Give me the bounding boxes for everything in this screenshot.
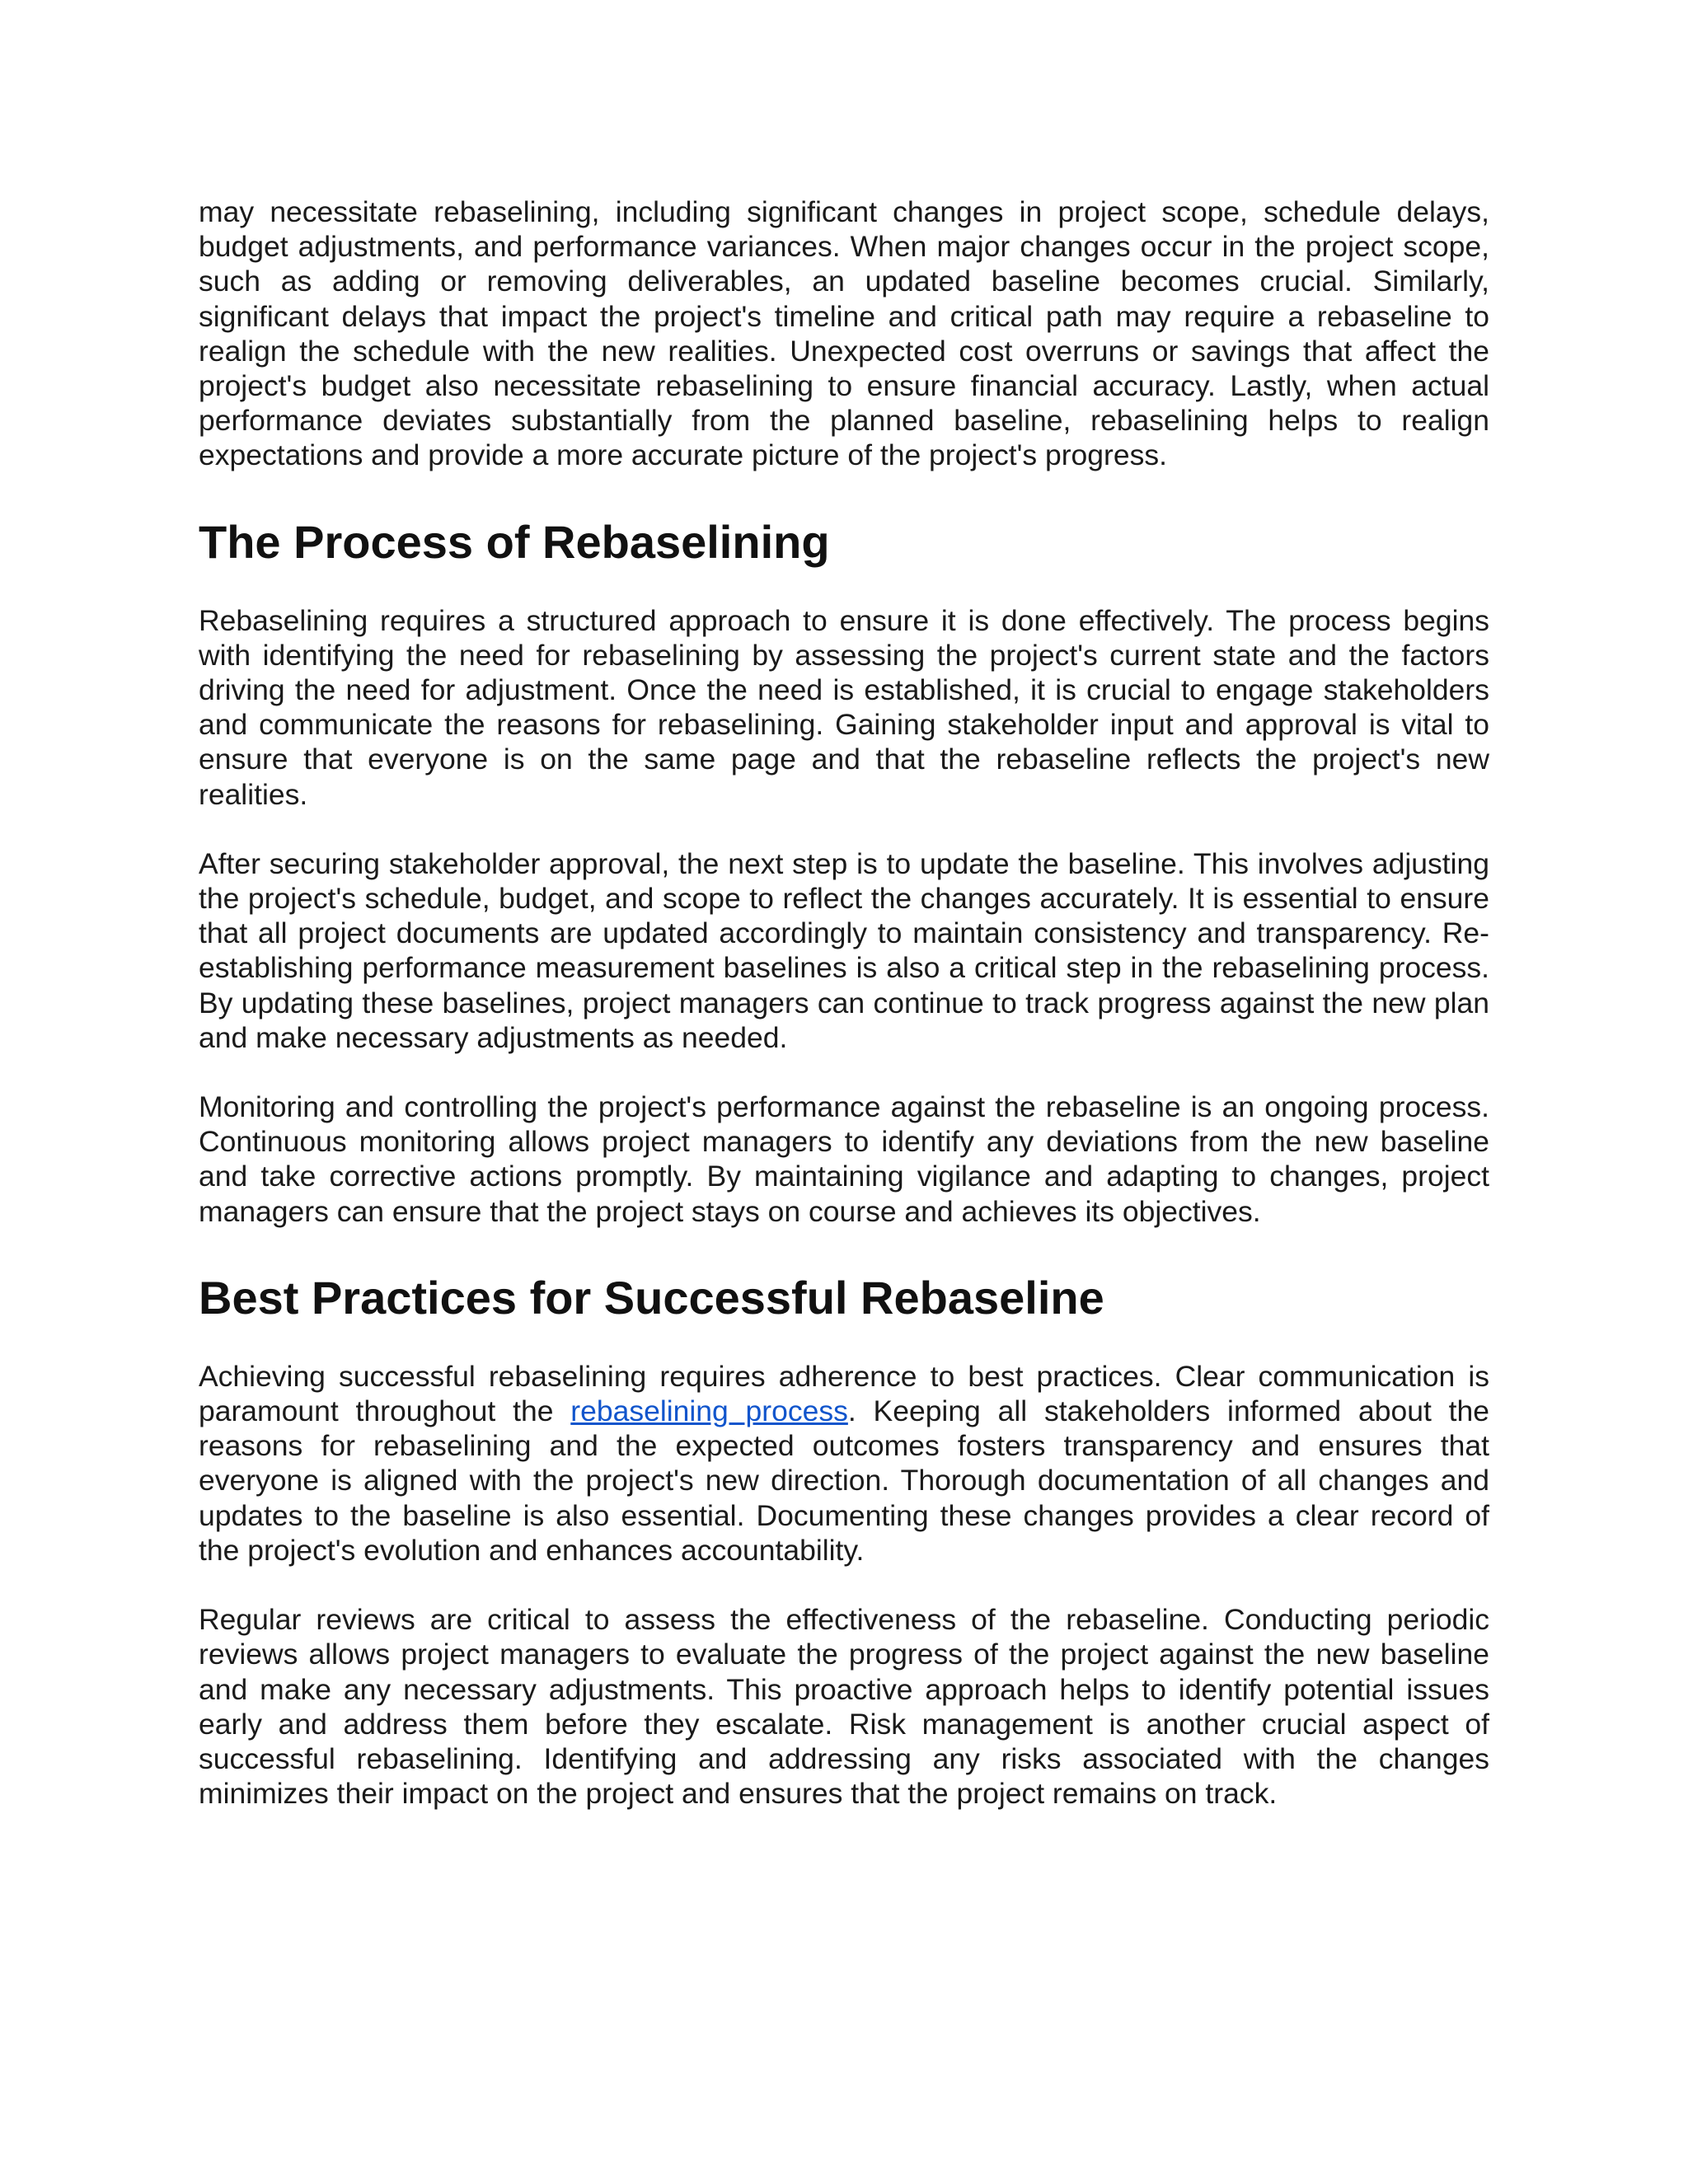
best-practices-text-before-link: Achieving successful rebaselining requires adherence to best practices. Clear communication is paramount throughout the xyxy=(199,1359,1489,1428)
process-paragraph-1: Rebaselining requires a structured approach to ensure it is done effectively. The process begins with identifying the need for rebaselining by assessing the project's current state and the factors driving the need for adjustment. Once the need is established, it is crucial to engage stakeholders and communicate the reasons for rebaselining. Gaining stakeholder input and approval is vital to ensure that everyone is on the same page and that the rebaseline reflects the project's new realities. xyxy=(199,603,1489,811)
best-practices-paragraph-2: Regular reviews are critical to assess the effectiveness of the rebaseline. Conducting periodic reviews allows project managers to evaluate the progress of the project against the new baseline and make any necessary adjustments. This proactive approach helps to identify potential issues early and address them before they escalate. Risk management is another crucial aspect of successful rebaselining. Identifying and addressing any risks associated with the changes minimizes their impact on the project and ensures that the project remains on track. xyxy=(199,1603,1489,1811)
best-practices-text-after-link: . Keeping all stakeholders informed about the reasons for rebaselining and the expected outcomes fosters transparency and ensures that everyone is aligned with the project's new direction. Thorough documentation of all changes and updates to the baseline is also essential. Documenting these changes provides a clear record of the project's evolution and enhances accountability. xyxy=(199,1394,1489,1567)
process-paragraph-3: Monitoring and controlling the project's performance against the rebaseline is an ongoing process. Continuous monitoring allows project managers to identify any deviations from the new baseline and take corrective actions promptly. By maintaining vigilance and adapting to changes, project managers can ensure that the project stays on course and achieves its objectives. xyxy=(199,1090,1489,1228)
document-page xyxy=(199,194,1489,1811)
heading-best-practices: Best Practices for Successful Rebaseline xyxy=(199,1271,1104,1324)
process-paragraph-2: After securing stakeholder approval, the next step is to update the baseline. This involves adjusting the project's schedule, budget, and scope to reflect the changes accurately. It is essential to ensure that all project documents are updated accordingly to maintain consistency and transparency. Re-establishing performance measurement baselines is also a critical step in the rebaselining process. By updating these baselines, project managers can continue to track progress against the new plan and make necessary adjustments as needed. xyxy=(199,846,1489,1054)
intro-paragraph: may necessitate rebaselining, including significant changes in project scope, schedule delays, budget adjustments, and performance variances. When major changes occur in the project scope, such as adding or removing deliverables, an updated baseline becomes crucial. Similarly, significant delays that impact the project's timeline and critical path may require a rebaseline to realign the schedule with the new realities. Unexpected cost overruns or savings that affect the project's budget also necessitate rebaselining to ensure financial accuracy. Lastly, when actual performance deviates substantially from the planned baseline, rebaselining helps to realign expectations and provide a more accurate picture of the project's progress. xyxy=(199,195,1489,472)
rebaselining-process-link[interactable]: rebaselining process xyxy=(570,1394,848,1428)
heading-process-of-rebaselining: The Process of Rebaselining xyxy=(199,515,830,568)
best-practices-paragraph-1 xyxy=(199,1359,1489,1568)
